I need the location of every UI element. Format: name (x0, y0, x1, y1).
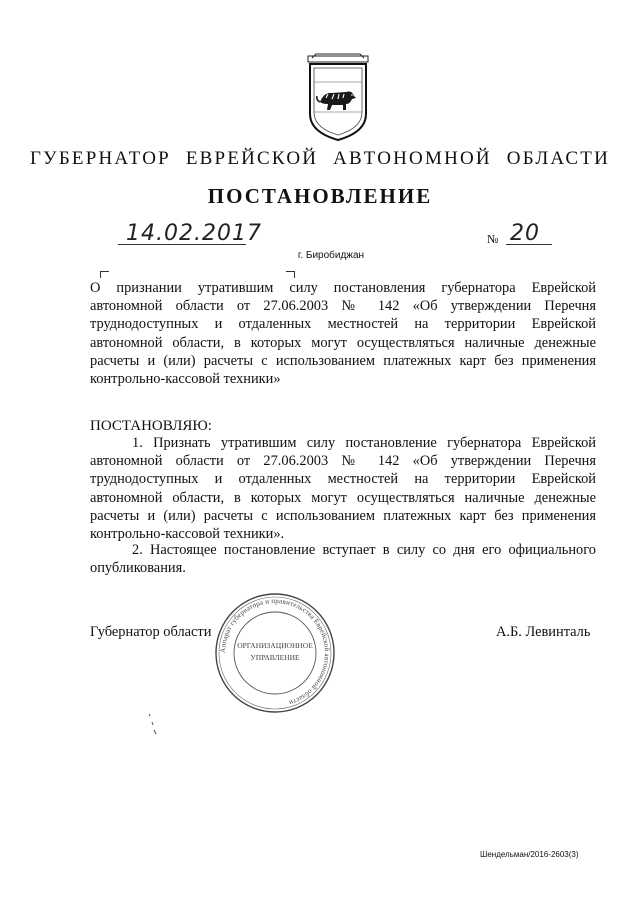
city-of-issue: г. Биробиджан (297, 250, 365, 261)
seal-ring-text: Аппарат губернатора и правительства Еврейской автономной области (218, 596, 332, 707)
document-title: О признании утратившим силу постановления губернатора Еврейской автономной области от 27.06.2003 № 142 «Об утверждении Перечня труднодоступных и отдаленных местностей на территории Еврейской автономной области, в которых могут осуществляться наличные денежные расчеты и (или) расчеты с использованием платежных карт без применения контрольно-кассовой техники» (90, 280, 596, 388)
issuing-authority: ГУБЕРНАТОР ЕВРЕЙСКОЙ АВТОНОМНОЙ ОБЛАСТИ (29, 148, 610, 169)
signer-name: А.Б. Левинталь (496, 624, 591, 640)
document-type-heading: ПОСТАНОВЛЕНИЕ (207, 184, 433, 208)
signer-position: Губернатор области (90, 624, 212, 640)
svg-text:Аппарат губернатора и правител (219, 597, 331, 707)
title-bracket-right (286, 271, 295, 278)
decree-item-1: 1. Признать утратившим силу постановление губернатора Еврейской автономной области от 27.06.2003 № 142 «Об утверждении Перечня труднодоступных и отдаленных местностей на территории Еврейской автономной области, в которых могут осуществляться наличные денежные расчеты и (или) расчеты с использованием платежных карт без применения контрольно-кассовой техники». (90, 435, 596, 543)
decree-keyword: ПОСТАНОВЛЯЮ: (90, 418, 212, 434)
handwritten-document-number: 20 (510, 221, 540, 246)
coat-of-arms-emblem (302, 52, 374, 142)
official-seal (212, 590, 338, 716)
handwritten-date: 14.02.2017 (126, 221, 262, 246)
seal-center-line-1: ОРГАНИЗАЦИОННОЕ (237, 641, 313, 650)
number-sign: № (487, 232, 499, 246)
title-bracket-left (100, 271, 109, 278)
pen-marks (146, 712, 158, 736)
seal-center-line-2: УПРАВЛЕНИЕ (250, 653, 300, 662)
executor-code: Шендельман/2016-2603(3) (480, 850, 579, 859)
decree-item-2: 2. Настоящее постановление вступает в силу со дня его официального опубликования. (90, 542, 596, 577)
